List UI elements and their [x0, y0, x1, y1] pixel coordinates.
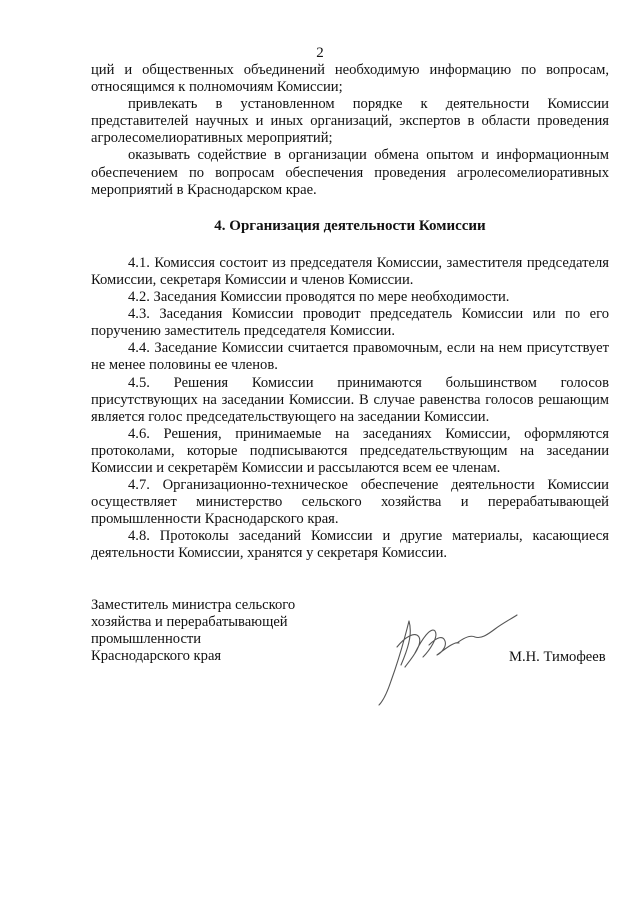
signatory-name: М.Н. Тимофеев: [509, 649, 606, 665]
section-item-4-2: 4.2. Заседания Комиссии проводятся по мере необходимости.: [128, 289, 510, 306]
document-body: [91, 62, 609, 563]
page-number: 2: [316, 45, 324, 61]
section-item-4-3: 4.3. Заседания Комиссии проводит председатель Комиссии или по его поручению заместитель председателя Комиссии.: [91, 306, 609, 340]
signatory-position-line-3: промышленности: [91, 631, 202, 648]
section-item-4-8: 4.8. Протоколы заседаний Комиссии и другие материалы, касающиеся деятельности Комиссии, хранятся у секретаря Комиссии.: [91, 528, 609, 562]
section-item-4-7: 4.7. Организационно-техническое обеспечение деятельности Комиссии осуществляет министерство сельского хозяйства и перерабатывающей промышленности Краснодарского края.: [91, 477, 609, 528]
handwritten-signature: [371, 607, 521, 707]
section-item-4-5: 4.5. Решения Комиссии принимаются большинством голосов присутствующих на заседании Комиссии. В случае равенства голосов решающим является голос председательствующего на заседании Комиссии.: [91, 374, 609, 425]
section-item-4-1: 4.1. Комиссия состоит из председателя Комиссии, заместителя председателя Комиссии, секретаря Комиссии и членов Комиссии.: [91, 254, 609, 288]
signatory-position-line-1: Заместитель министра сельского: [91, 597, 296, 613]
paragraph-3: оказывать содействие в организации обмена опытом и информационным обеспечением по вопросам обеспечения проведения агролесомелиоративных мероприятий в Краснодарском крае.: [91, 147, 609, 198]
section-heading: 4. Организация деятельности Комиссии: [214, 217, 486, 234]
signature-block: [91, 597, 611, 707]
signatory-position-line-4: Краснодарского края: [91, 648, 222, 665]
signatory-position-line-2: хозяйства и перерабатывающей: [91, 614, 288, 631]
paragraph-1: ций и общественных объединений необходимую информацию по вопросам, относящимся к полномочиям Комиссии;: [91, 62, 609, 96]
section-item-4-4: 4.4. Заседание Комиссии считается правомочным, если на нем присутствует не менее половины ее членов.: [91, 340, 609, 374]
section-item-4-6: 4.6. Решения, принимаемые на заседаниях Комиссии, оформляются протоколами, которые подписываются председательствующим на заседании Комиссии и секретарём Комиссии и рассылаются всем ее членам.: [91, 425, 609, 476]
paragraph-2: привлекать в установленном порядке к деятельности Комиссии представителей научных и иных организаций, экспертов в области проведения агролесомелиоративных мероприятий;: [91, 96, 609, 147]
